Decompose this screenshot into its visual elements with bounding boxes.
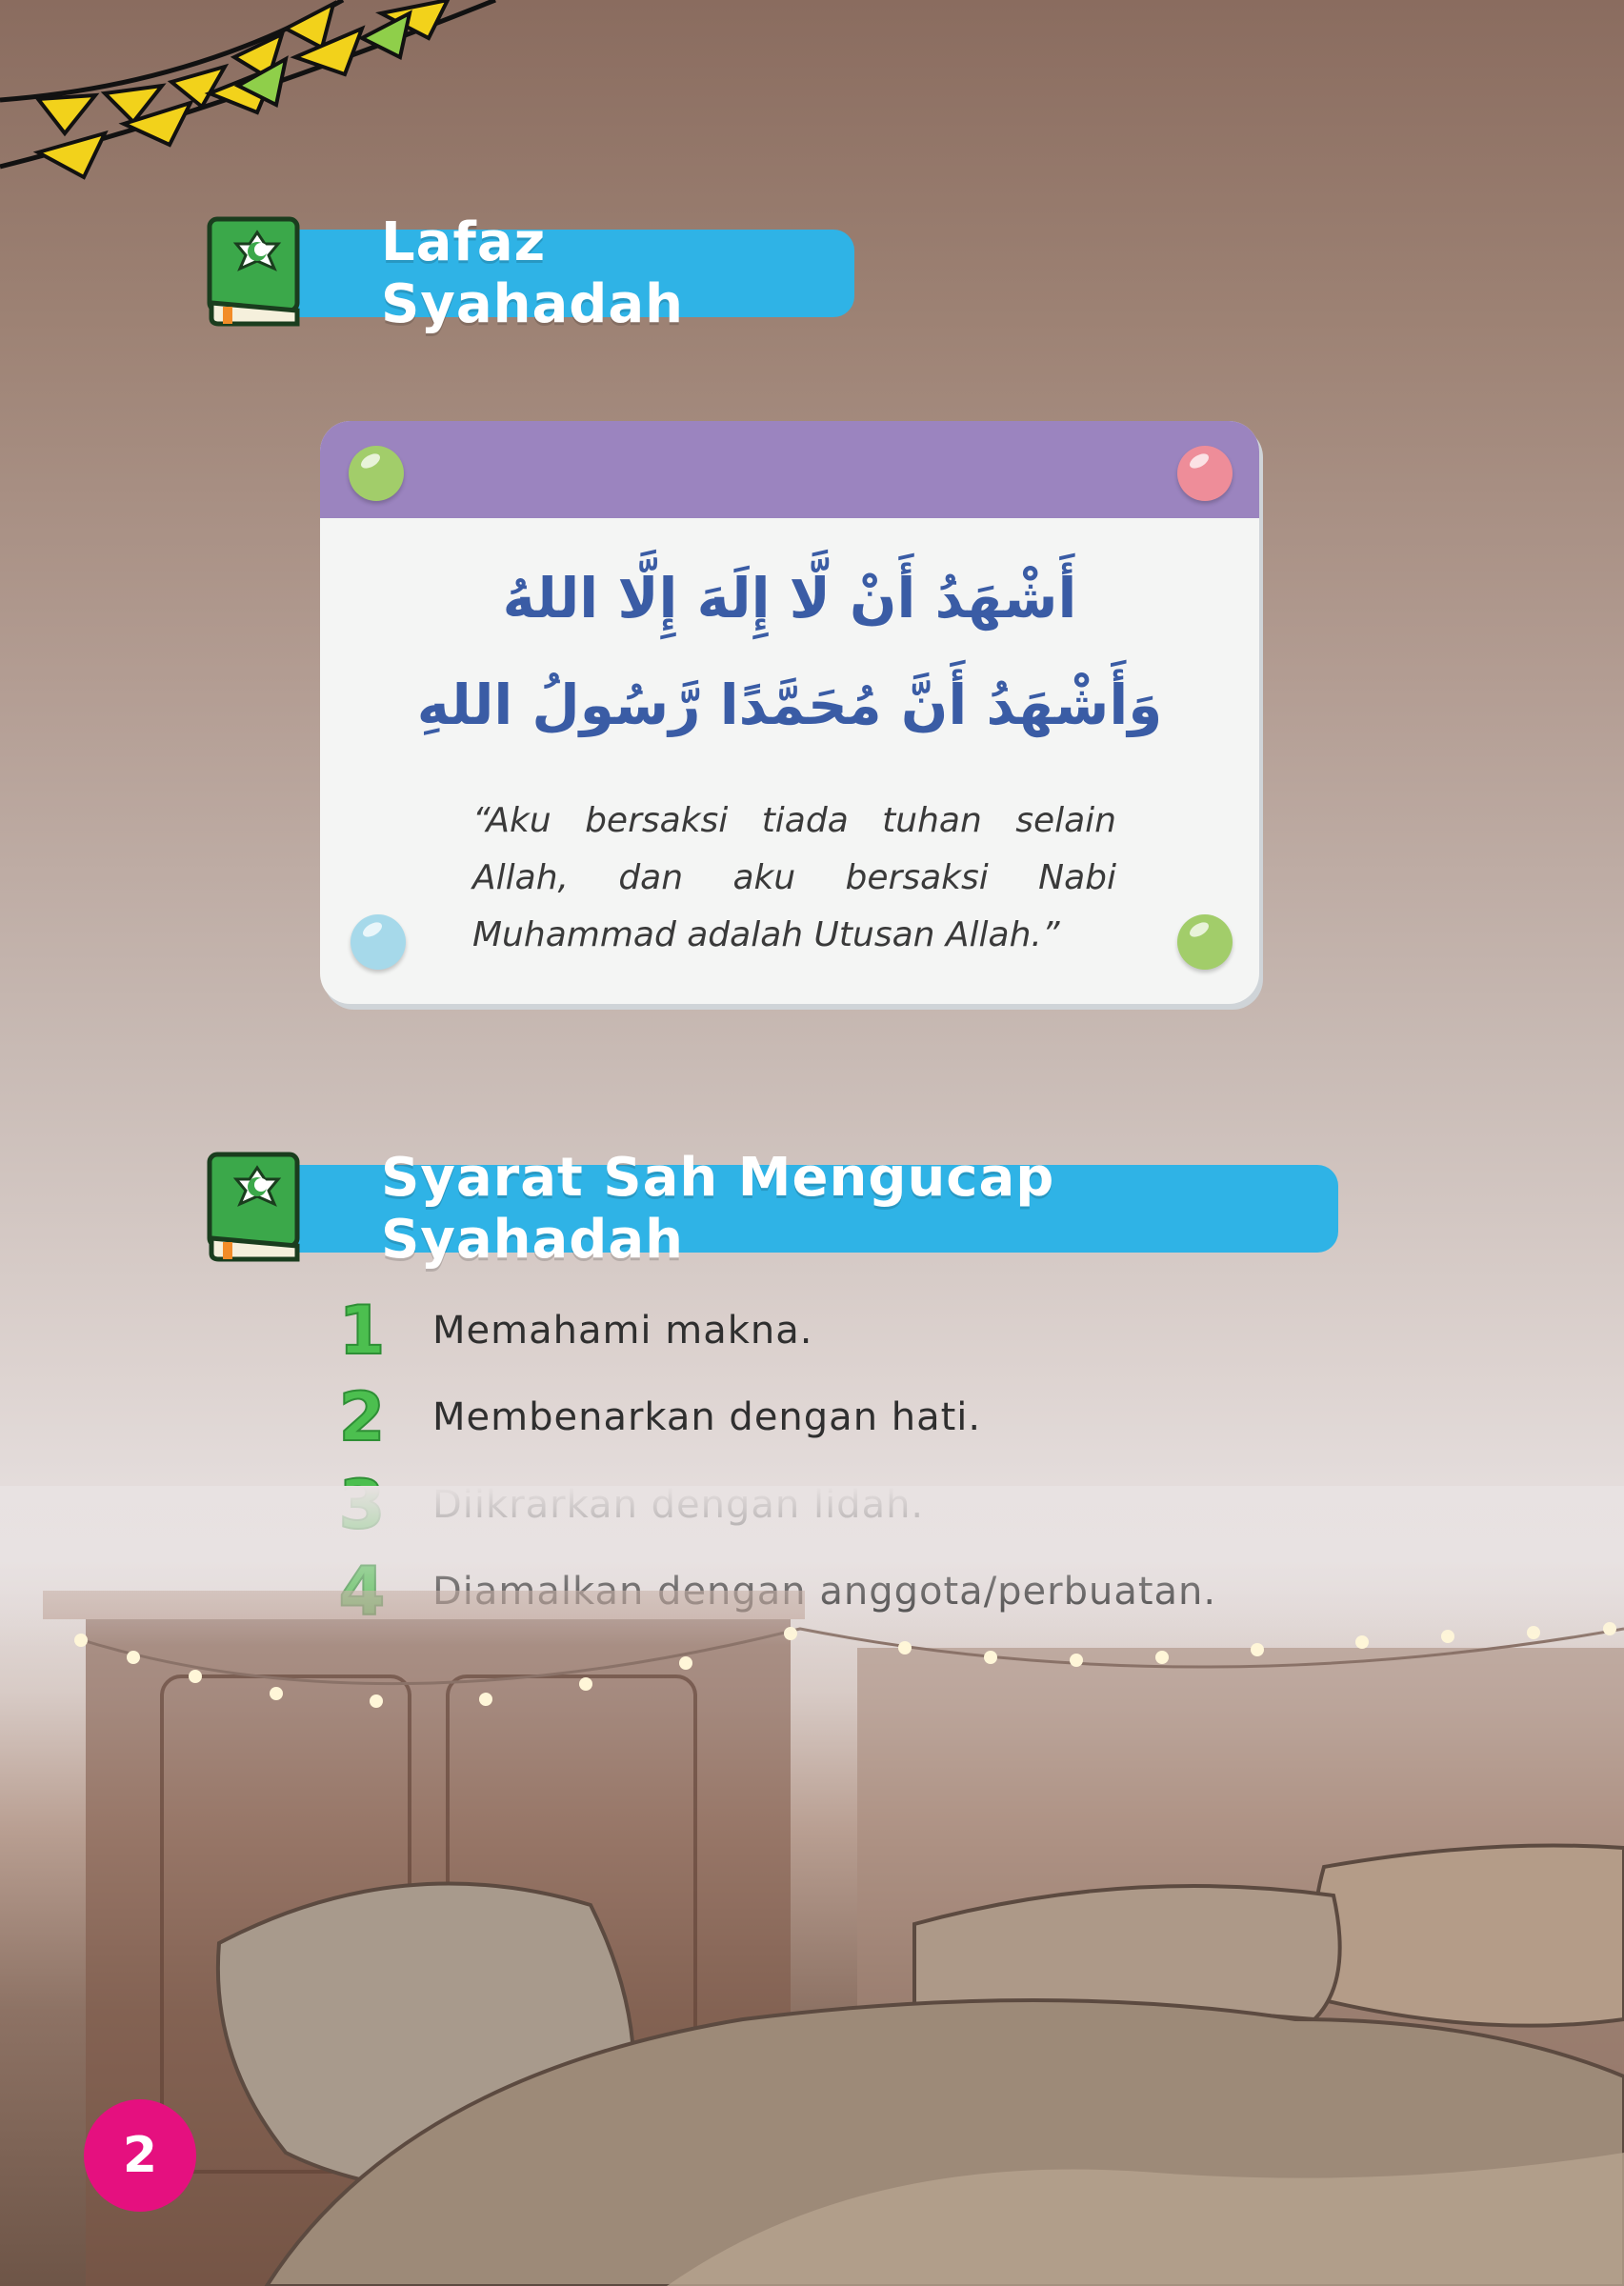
section-title: Lafaz Syahadah bbox=[381, 211, 685, 335]
list-item bbox=[333, 1288, 812, 1374]
bedroom-illustration bbox=[0, 1486, 1624, 2286]
arabic-line-1: أَشْهَدُ أَنْ لَّا إِلَهَ إِلَّا اللهُ bbox=[502, 566, 1077, 631]
syahadah-card bbox=[320, 421, 1259, 1004]
quran-book-icon bbox=[202, 1151, 307, 1263]
list-item bbox=[333, 1374, 981, 1460]
pin-green-icon bbox=[1177, 914, 1233, 970]
bunting-decoration bbox=[0, 0, 533, 190]
section-title: Syarat Sah Mengucap Syahadah bbox=[381, 1147, 1055, 1271]
arabic-line-2: وَأَشْهَدُ أَنَّ مُحَمَّدًا رَّسُولُ اللهِ bbox=[416, 672, 1163, 737]
card-header-strip bbox=[320, 421, 1259, 518]
list-text: Memahami makna. bbox=[432, 1309, 813, 1353]
list-number: 1 bbox=[338, 1292, 386, 1370]
page-number-badge: 2 bbox=[84, 2099, 196, 2212]
pin-green-icon bbox=[349, 446, 404, 501]
list-text: Membenarkan dengan hati. bbox=[432, 1395, 982, 1439]
section-header-syarat bbox=[286, 1147, 1338, 1271]
translation-text: “Aku bersaksi tiada tuhan selain Allah, dan aku bersaksi Nabi Muhammad adalah Utusan Allah.” bbox=[472, 801, 1116, 954]
pin-pink-icon bbox=[1177, 446, 1233, 501]
section-header-lafaz bbox=[286, 211, 854, 335]
quran-book-icon bbox=[202, 215, 307, 328]
list-number: 2 bbox=[338, 1378, 386, 1456]
pin-blue-icon bbox=[351, 914, 406, 970]
